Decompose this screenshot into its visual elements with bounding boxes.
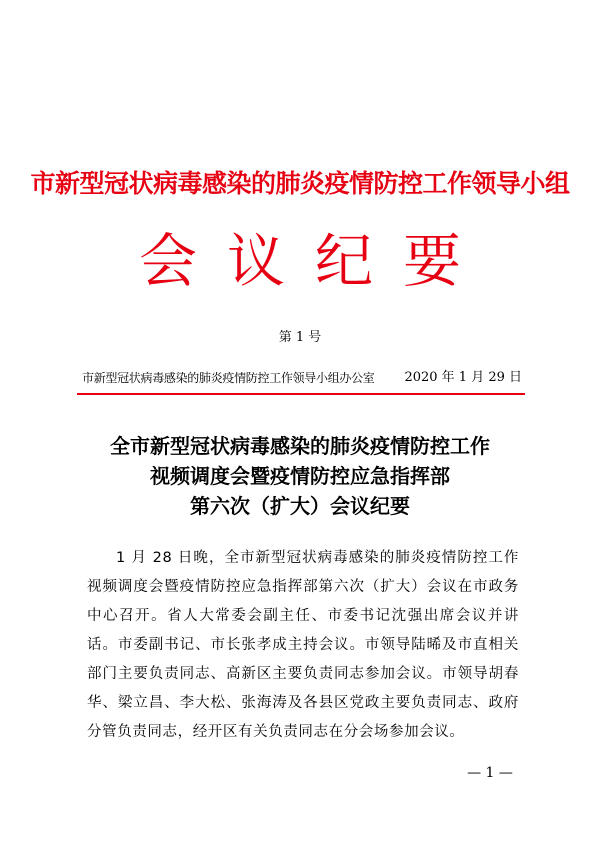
issuer-name: 市新型冠状病毒感染的肺炎疫情防控工作领导小组办公室 [82, 371, 375, 385]
issue-number: 第 1 号 [278, 330, 322, 345]
issue-date: 2020 年 1 月 29 日 [404, 370, 522, 385]
issuer-line [82, 369, 522, 387]
organization-title: 市新型冠状病毒感染的肺炎疫情防控工作领导小组 [30, 169, 570, 198]
document-type-heading: 会议纪要 [138, 227, 491, 295]
document-title-line: 第六次（扩大）会议纪要 [190, 494, 410, 518]
red-divider-rule [77, 393, 525, 395]
document-title-line: 视频调度会暨疫情防控应急指挥部 [150, 464, 450, 488]
page-number: — 1 — [467, 765, 513, 781]
document-title-line: 全市新型冠状病毒感染的肺炎疫情防控工作 [110, 434, 490, 458]
body-paragraph: 1 月 28 日晚，全市新型冠状病毒感染的肺炎疫情防控工作视频调度会暨疫情防控应急指挥部第六次（扩大）会议在市政务中心召开。省人大常委会副主任、市委书记沈强出席会议并讲话。市委副书记、市长张孝成主持会议。市领导陆晞及市直相关部门主要负责同志、高新区主要负责同志参加会议。市领导胡春华、梁立昌、李大松、张海涛及各县区党政主要负责同志、政府分管负责同志，经开区有关负责同志在分会场参加会议。 [87, 550, 519, 740]
document-title [0, 431, 600, 521]
